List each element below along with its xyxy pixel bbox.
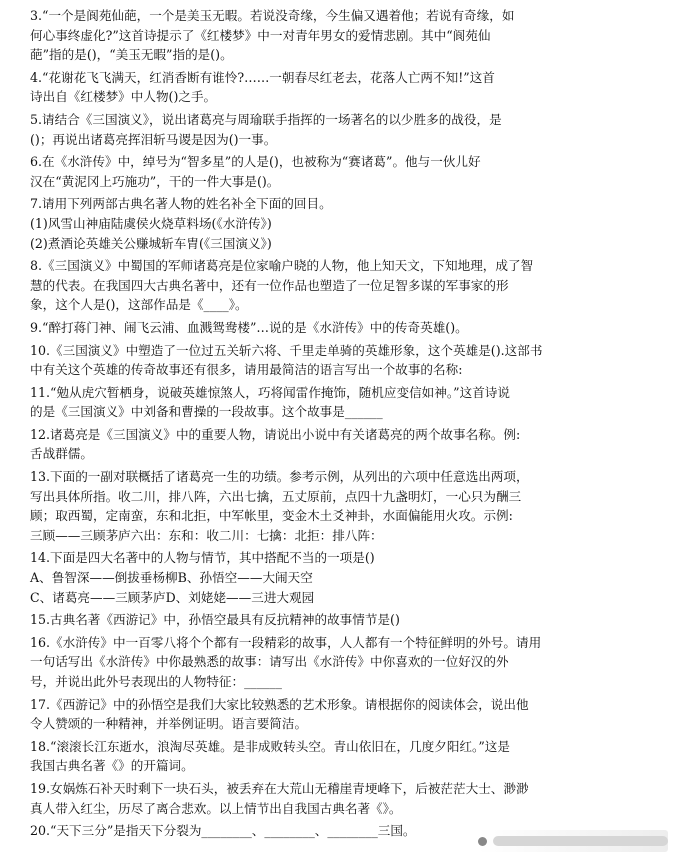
question-line: 3.“一个是阆苑仙葩，一个是美玉无暇。若说没奇缘，今生偏又遇着他；若说有奇缘，如 (30, 8, 515, 23)
question-line: 12.诸葛亮是《三国演义》中的重要人物，请说出小说中有关诸葛亮的两个故事名称。例: (30, 426, 521, 442)
question-item (30, 318, 652, 338)
question-line: 真人带入红尘，历尽了离合悲欢。以上情节出自我国古典名著《》。 (30, 800, 402, 816)
question-line: 象，这个人是()，这部作品是《____》。 (30, 297, 248, 313)
question-item (30, 548, 652, 607)
question-line: 8.《三国演义》中蜀国的军师诸葛亮是位家喻户晓的人物，他上知天文，下知地理，成了智 (30, 258, 534, 274)
question-line: 11.“勉从虎穴暂栖身，说破英雄惊煞人，巧将闻雷作掩饰，随机应变信如神。”这首诗说 (30, 384, 510, 400)
question-line: 一句话写出《水浒传》中你最熟悉的故事：请写出《水浒传》中你喜欢的一位好汉的外 (30, 654, 509, 670)
question-line: 18.“滚滚长江东逝水，浪淘尽英雄。是非成败转头空。青山依旧在，几度夕阳红。”这是 (30, 738, 510, 754)
question-line: A、鲁智深——倒拔垂杨柳B、孙悟空——大闹天空 (30, 570, 313, 586)
question-item (30, 68, 652, 107)
question-line: 10.《三国演义》中塑造了一位过五关斩六将、千里走单骑的英雄形象，这个英雄是().这部书 (30, 342, 543, 358)
question-item (30, 6, 652, 65)
question-line: 顾；取西蜀，定南蛮，东和北拒，中军帐里，变金木土爻神卦，水面偏能用火攻。示例: (30, 508, 513, 524)
question-line: 14.下面是四大名著中的人物与情节，其中搭配不当的一项是() (30, 550, 375, 566)
question-line: 15.古典名著《西游记》中，孙悟空最具有反抗精神的故事情节是() (30, 612, 400, 628)
question-line: 三顾——三顾茅庐六出：东和：收二川：七擒：北拒：排八阵： (30, 527, 383, 543)
question-line: 6.在《水浒传》中，绰号为“智多星”的人是()，也被称为“赛诸葛”。他与一伙儿好 (30, 154, 481, 170)
question-line: 葩”指的是()，“美玉无暇”指的是()。 (30, 47, 233, 63)
question-line: ()；再说出诸葛亮挥泪斩马谡是因为()一事。 (30, 131, 277, 147)
question-line: 5.请结合《三国演义》，说出诸葛亮与周瑜联手指挥的一场著名的以少胜多的战役，是 (30, 111, 502, 127)
question-line: 我国古典名著《》的开篇词。 (30, 758, 194, 774)
question-line: 19.女娲炼石补天时剩下一块石头，被丢弃在大荒山无稽崖青埂峰下，后被茫茫大士、渺渺 (30, 780, 529, 796)
question-line: C、诸葛亮——三顾茅庐D、刘姥姥——三进大观园 (30, 589, 315, 605)
question-line: 7.请用下列两部古典名著人物的姓名补全下面的回目。 (30, 196, 332, 212)
question-line: 汉在“黄泥冈上巧施功”，干的一件大事是()。 (30, 173, 280, 189)
question-line: 号，并说出此外号表现出的人物特征：______ (30, 674, 282, 689)
question-line: 舌战群儒。 (30, 446, 93, 462)
question-item (30, 194, 652, 253)
question-item (30, 110, 652, 149)
question-item (30, 256, 652, 315)
overlay-dot-icon (478, 837, 487, 846)
question-item (30, 383, 652, 422)
question-line: 中有关这个英雄的传奇故事还有很多，请用最简洁的语言写出一个故事的名称: (30, 362, 463, 378)
question-item (30, 737, 652, 776)
question-item (30, 425, 652, 464)
question-line: 诗出自《红楼梦》中人物()之手。 (30, 89, 217, 105)
question-item (30, 152, 652, 191)
question-item (30, 779, 652, 818)
question-item (30, 610, 652, 630)
question-line: (1)风雪山神庙陆虞侯火烧草料场(《水浒传》) (30, 215, 272, 231)
question-line: 13.下面的一副对联概括了诸葛亮一生的功绩。参考示例，从列出的六项中任意选出两项， (30, 469, 529, 485)
question-line: 4.“花谢花飞飞满天，红消香断有谁怜?……一朝春尽红老去，花落人亡两不知!”这首 (30, 69, 495, 85)
question-line: 17.《西游记》中的孙悟空是我们大家比较熟悉的艺术形象。请根据你的阅读体会，说出他 (30, 696, 529, 712)
question-item (30, 467, 652, 545)
question-line: 的是《三国演义》中刘备和曹操的一段故事。这个故事是______ (30, 404, 383, 420)
question-item (30, 633, 652, 692)
question-line: 令人赞颂的一种精神，并举例证明。语言要简洁。 (30, 716, 308, 732)
question-item (30, 341, 652, 380)
question-line: 16.《水浒传》中一百零八将个个都有一段精彩的故事，人人都有一个特征鲜明的外号。请用 (30, 634, 542, 650)
question-line: 9.“醉打蒋门神、闹飞云浦、血溅鸳鸯楼”…说的是《水浒传》中的传奇英雄()。 (30, 319, 468, 335)
question-line: (2)煮酒论英雄关公赚城斩车胄(《三国演义》) (30, 235, 272, 251)
question-line: 写出具体所指。收二川，排八阵，六出七擒，五丈原前，点四十九盏明灯，一心只为酬三 (30, 488, 522, 504)
question-item (30, 695, 652, 734)
bottom-overlay-bar (478, 830, 668, 852)
question-line: 20.“天下三分”是指天下分裂为________、________、________三国。 (30, 823, 416, 839)
question-line: 何心事终虚化?”这首诗提示了《红楼梦》中一对青年男女的爱情悲剧。其中“阆苑仙 (30, 27, 491, 43)
question-line: 慧的代表。在我国四大古典名著中，还有一位作品也塑造了一位足智多谋的军事家的形 (30, 277, 509, 293)
overlay-bar (493, 836, 668, 846)
